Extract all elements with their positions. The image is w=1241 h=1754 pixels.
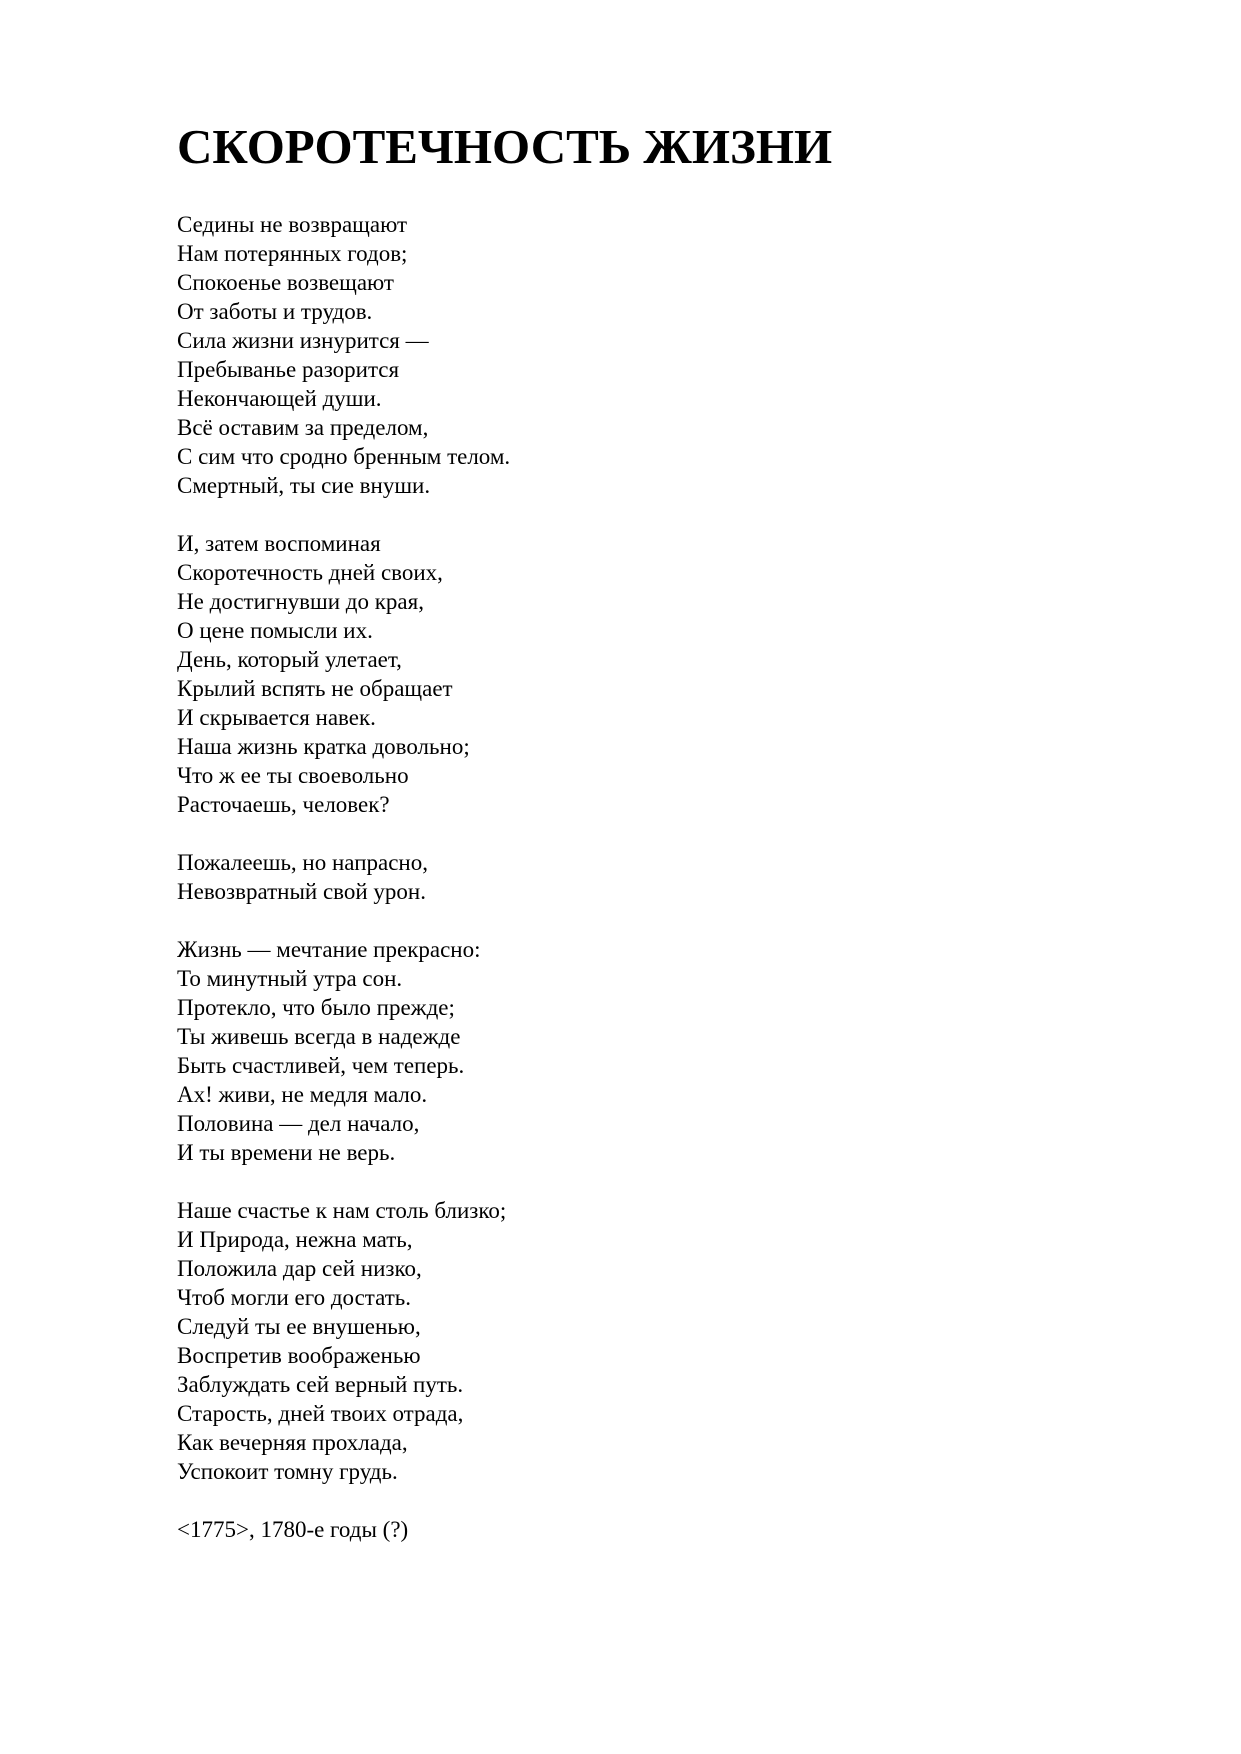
document-page bbox=[177, 108, 1137, 1544]
poem-line: С сим что сродно бренным телом. bbox=[177, 444, 511, 469]
poem-line: Старость, дней твоих отрада, bbox=[177, 1401, 464, 1426]
poem-line: Чтоб могли его достать. bbox=[177, 1285, 412, 1310]
stanza-3 bbox=[177, 848, 1137, 906]
poem-line: Жизнь — мечтание прекрасно: bbox=[177, 937, 481, 962]
poem-line: Ты живешь всегда в надежде bbox=[177, 1024, 461, 1049]
poem-line: Сила жизни изнурится — bbox=[177, 328, 429, 353]
poem-line: Что ж ее ты своевольно bbox=[177, 763, 409, 788]
poem-line: Пожалеешь, но напрасно, bbox=[177, 850, 428, 875]
stanza-1 bbox=[177, 210, 1137, 500]
poem-line: Следуй ты ее внушенью, bbox=[177, 1314, 421, 1339]
poem-line: О цене помысли их. bbox=[177, 618, 373, 643]
poem-line: Спокоенье возвещают bbox=[177, 270, 394, 295]
poem-body bbox=[177, 210, 1137, 1544]
poem-line: Как вечерняя прохлада, bbox=[177, 1430, 408, 1455]
poem-line: День, который улетает, bbox=[177, 647, 402, 672]
poem-line: Смертный, ты сие внуши. bbox=[177, 473, 431, 498]
stanza-4 bbox=[177, 935, 1137, 1167]
poem-line: Быть счастливей, чем теперь. bbox=[177, 1053, 465, 1078]
stanza-5 bbox=[177, 1196, 1137, 1486]
poem-line: Положила дар сей низко, bbox=[177, 1256, 422, 1281]
poem-line: И ты времени не верь. bbox=[177, 1140, 396, 1165]
poem-line: И Природа, нежна мать, bbox=[177, 1227, 413, 1252]
poem-line: То минутный утра сон. bbox=[177, 966, 403, 991]
poem-date: <1775>, 1780-е годы (?) bbox=[177, 1517, 409, 1542]
poem-line: И скрывается навек. bbox=[177, 705, 376, 730]
poem-line: Половина — дел начало, bbox=[177, 1111, 420, 1136]
poem-line: Расточаешь, человек? bbox=[177, 792, 390, 817]
poem-line: Крылий вспять не обращает bbox=[177, 676, 453, 701]
poem-line: Наше счастье к нам столь близко; bbox=[177, 1198, 507, 1223]
poem-line: Протекло, что было прежде; bbox=[177, 995, 455, 1020]
poem-line: Скоротечность дней своих, bbox=[177, 560, 443, 585]
poem-line: Невозвратный свой урон. bbox=[177, 879, 426, 904]
poem-line: Некончающей души. bbox=[177, 386, 382, 411]
poem-line: Наша жизнь кратка довольно; bbox=[177, 734, 470, 759]
poem-line: Не достигнувши до края, bbox=[177, 589, 424, 614]
poem-line: Успокоит томну грудь. bbox=[177, 1459, 398, 1484]
poem-line: Воспретив воображенью bbox=[177, 1343, 421, 1368]
poem-line: Всё оставим за пределом, bbox=[177, 415, 429, 440]
poem-line: От заботы и трудов. bbox=[177, 299, 373, 324]
poem-line: Нам потерянных годов; bbox=[177, 241, 408, 266]
poem-line: Заблуждать сей верный путь. bbox=[177, 1372, 464, 1397]
poem-line: И, затем воспоминая bbox=[177, 531, 381, 556]
stanza-2 bbox=[177, 529, 1137, 819]
poem-line: Пребыванье разорится bbox=[177, 357, 400, 382]
poem-line: Седины не возвращают bbox=[177, 212, 408, 237]
poem-line: Ах! живи, не медля мало. bbox=[177, 1082, 428, 1107]
poem-title: СКОРОТЕЧНОСТЬ ЖИЗНИ bbox=[177, 119, 833, 174]
